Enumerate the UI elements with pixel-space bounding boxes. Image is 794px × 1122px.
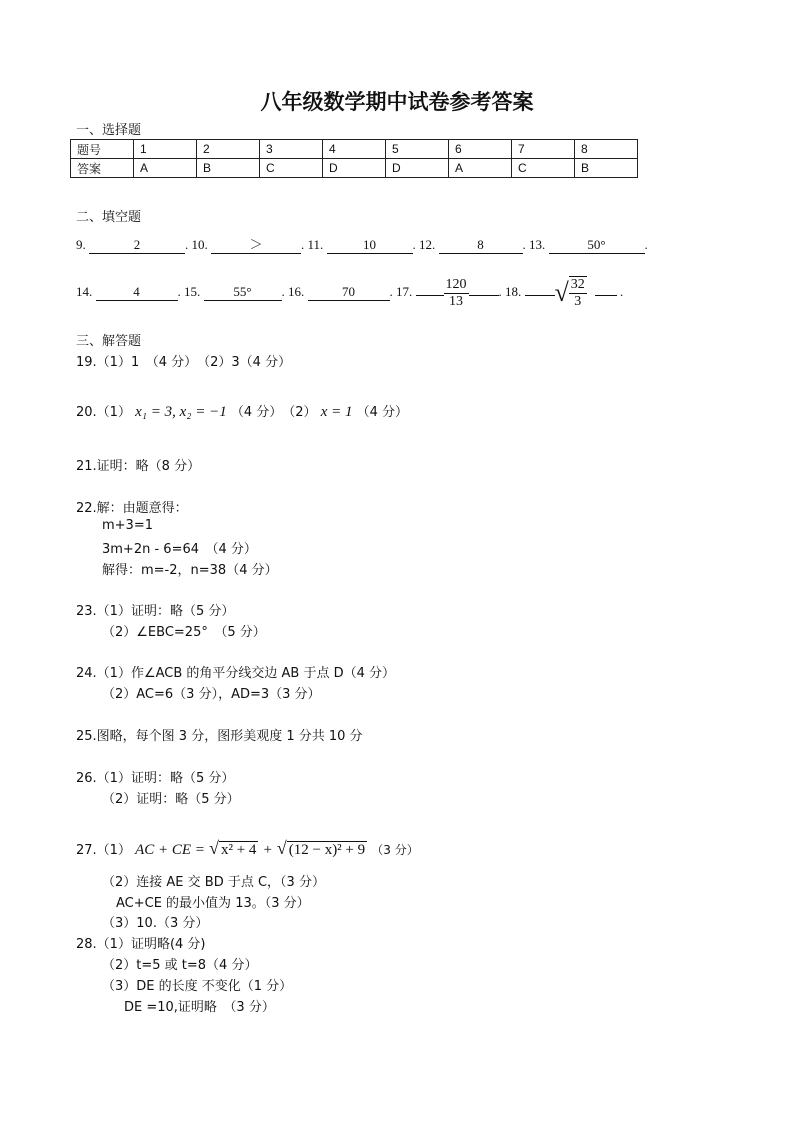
fill-a10: ＞ — [211, 237, 301, 254]
fill-blank-pad — [525, 295, 555, 296]
table-answer-label: 答案 — [71, 159, 134, 178]
answer-24-line-2: （2）AC=6（3 分），AD=3（3 分） — [102, 687, 321, 702]
fill-blank-pad — [595, 295, 617, 296]
table-cell: B — [197, 159, 260, 178]
fill-blank-pad — [469, 295, 499, 296]
table-cell: 2 — [197, 140, 260, 159]
table-cell: A — [449, 159, 512, 178]
answer-27-lhs: AC + CE = — [135, 842, 205, 858]
fill-q16-label: 16. — [288, 283, 305, 299]
fill-q13-label: 13. — [529, 237, 546, 252]
answer-19: 19.（1）1 （4 分） （2）3（4 分） — [76, 355, 292, 370]
answer-22-line-2: m+3=1 — [102, 518, 153, 533]
fill-q9-label: 9. — [76, 237, 86, 252]
answer-20-middle: （4 分） （2） — [230, 405, 317, 420]
fill-row-1: 9. 2 . 10. ＞ . 11. 10 . 12. 8 . 13. 50° . — [76, 237, 648, 252]
answer-27-term-2: (12 − x)² + 9 — [288, 842, 366, 858]
answer-23-line-1: 23.（1）证明：略（5 分） — [76, 604, 235, 619]
fill-a17-fraction — [444, 277, 469, 310]
table-cell: 8 — [575, 140, 638, 159]
fraction-denominator: 13 — [449, 293, 463, 309]
answer-28-line-4: DE =10,证明略 （3 分） — [124, 1000, 275, 1015]
section-fill-heading: 二、填空题 — [76, 210, 142, 225]
fill-a11: 10 — [327, 237, 413, 254]
answer-27-prefix: 27.（1） — [76, 843, 131, 858]
answer-26-line-1: 26.（1）证明：略（5 分） — [76, 771, 235, 786]
fill-a13: 50° — [549, 237, 645, 254]
fill-q12-label: 12. — [419, 237, 436, 252]
table-cell: C — [512, 159, 575, 178]
answer-27-term-1: x² + 4 — [220, 842, 257, 858]
answer-24-line-1: 24.（1）作∠ACB 的角平分线交边 AB 于点 D（4 分） — [76, 666, 396, 681]
sqrt-icon: √ — [209, 838, 219, 858]
fill-q17-label: 17. — [396, 283, 413, 299]
answer-20-equation-2: x = 1 — [320, 404, 353, 420]
fill-q11-label: 11. — [307, 237, 324, 252]
table-cell: 6 — [449, 140, 512, 159]
section-solve-heading: 三、解答题 — [76, 334, 142, 349]
table-cell: 4 — [323, 140, 386, 159]
table-cell: 7 — [512, 140, 575, 159]
answer-27-line-1 — [76, 838, 419, 859]
answer-20-suffix: （4 分） — [356, 405, 409, 420]
table-cell: A — [134, 159, 197, 178]
answer-27-plus: + — [262, 842, 273, 858]
answer-22-line-3: 3m+2n - 6=64 （4 分） — [102, 542, 257, 557]
fraction-denominator: 3 — [574, 294, 582, 309]
fill-q14-label: 14. — [76, 283, 93, 299]
fill-row-2: 14. 4 . 15. 55° . 16. 70 . 17. $\frac{120}{13}$ . 18. √ $\frac{32}{3}$ . — [76, 276, 624, 309]
table-row — [71, 159, 638, 178]
answer-26-line-2: （2）证明：略（5 分） — [102, 792, 240, 807]
answer-21: 21.证明：略（8 分） — [76, 459, 201, 474]
answer-20-equation-1: x₁ = 3, x₂ = −1 — [135, 404, 227, 420]
answer-22-line-1: 22.解：由题意得： — [76, 501, 188, 516]
fraction-numerator: 32 — [570, 277, 585, 292]
answer-28-line-3: （3）DE 的长度 不变化（1 分） — [102, 979, 293, 994]
fraction-numerator: 120 — [445, 276, 467, 292]
fill-a15: 55° — [204, 284, 282, 301]
choice-answer-table — [70, 139, 638, 178]
table-cell: 5 — [386, 140, 449, 159]
answer-20 — [76, 401, 408, 421]
table-cell: B — [575, 159, 638, 178]
answer-25: 25.图略，每个图 3 分，图形美观度 1 分共 10 分 — [76, 729, 363, 744]
answer-22-line-4: 解得：m=-2，n=38（4 分） — [102, 563, 278, 578]
answer-27-line-3: AC+CE 的最小值为 13。（3 分） — [116, 896, 310, 911]
answer-20-prefix: 20.（1） — [76, 405, 131, 420]
table-cell: 3 — [260, 140, 323, 159]
answer-27-line-2: （2）连接 AE 交 BD 于点 C，（3 分） — [102, 875, 325, 890]
fill-a9: 2 — [89, 237, 185, 254]
sqrt-icon: √ — [276, 838, 287, 858]
table-cell: D — [386, 159, 449, 178]
page-title: 八年级数学期中试卷参考答案 — [260, 90, 534, 114]
fill-blank-pad — [416, 295, 444, 296]
fill-q18-label: 18. — [505, 283, 522, 299]
table-row — [71, 140, 638, 159]
answer-23-line-2: （2）∠EBC=25° （5 分） — [102, 625, 266, 640]
answer-27-suffix: （3 分） — [371, 843, 419, 857]
fill-a12: 8 — [439, 237, 523, 254]
table-header-label: 题号 — [71, 140, 134, 159]
fill-q15-label: 15. — [184, 283, 201, 299]
fill-a14: 4 — [96, 284, 178, 301]
sqrt-icon: √ — [554, 278, 569, 307]
answer-28-line-1: 28.（1）证明略(4 分) — [76, 937, 206, 952]
table-cell: 1 — [134, 140, 197, 159]
table-cell: C — [260, 159, 323, 178]
table-cell: D — [323, 159, 386, 178]
answer-28-line-2: （2）t=5 或 t=8（4 分） — [102, 958, 258, 973]
fill-a18-fraction — [569, 276, 587, 310]
fill-a16: 70 — [308, 284, 390, 301]
section-choice-heading: 一、选择题 — [76, 123, 142, 138]
fill-q10-label: 10. — [191, 237, 208, 252]
answer-27-line-4: （3）10.（3 分） — [102, 916, 209, 931]
